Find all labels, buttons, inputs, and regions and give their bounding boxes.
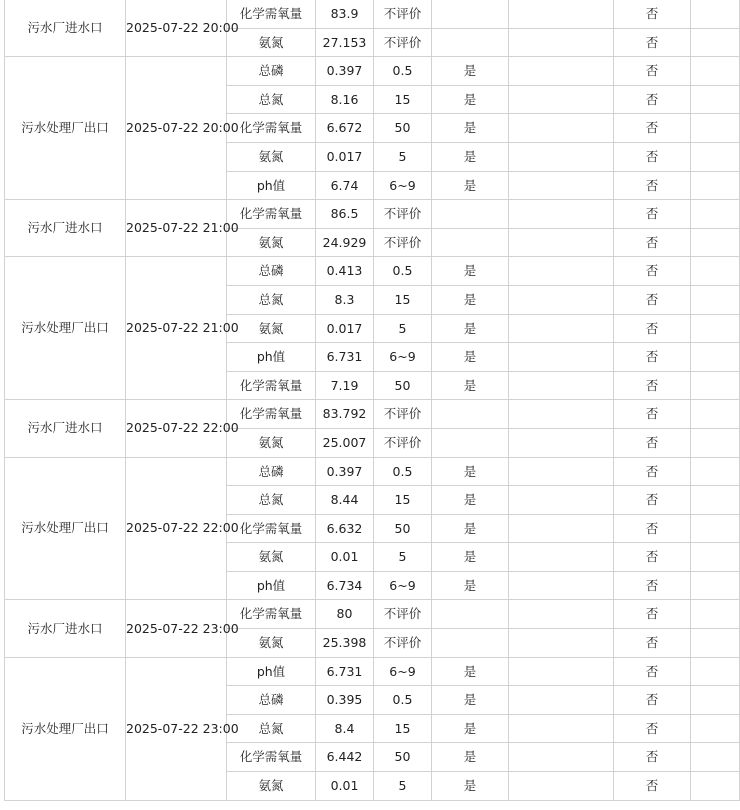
exceed-cell: 否 <box>614 85 691 114</box>
value-cell: 6.731 <box>316 343 374 372</box>
empty-cell <box>691 571 740 600</box>
time-cell: 2025-07-22 20:00 <box>126 57 227 200</box>
limit-cell: 6~9 <box>374 657 432 686</box>
empty-cell <box>691 228 740 257</box>
value-cell: 0.01 <box>316 772 374 801</box>
limit-cell: 不评价 <box>374 600 432 629</box>
item-cell: ph值 <box>227 171 316 200</box>
item-cell: 氨氮 <box>227 772 316 801</box>
item-cell: 化学需氧量 <box>227 200 316 229</box>
value-cell: 80 <box>316 600 374 629</box>
limit-cell: 0.5 <box>374 457 432 486</box>
empty-cell <box>509 686 614 715</box>
exceed-cell: 否 <box>614 514 691 543</box>
empty-cell <box>509 657 614 686</box>
table-row <box>5 200 740 229</box>
item-cell: 总磷 <box>227 57 316 86</box>
limit-cell: 0.5 <box>374 257 432 286</box>
compliant-cell <box>432 200 509 229</box>
limit-cell: 不评价 <box>374 400 432 429</box>
compliant-cell: 是 <box>432 171 509 200</box>
empty-cell <box>691 28 740 57</box>
compliant-cell: 是 <box>432 514 509 543</box>
empty-cell <box>509 114 614 143</box>
item-cell: 氨氮 <box>227 314 316 343</box>
exceed-cell: 否 <box>614 0 691 28</box>
location-cell: 污水厂进水口 <box>5 400 126 457</box>
table-row <box>5 657 740 686</box>
empty-cell <box>509 57 614 86</box>
exceed-cell: 否 <box>614 314 691 343</box>
limit-cell: 50 <box>374 371 432 400</box>
compliant-cell: 是 <box>432 686 509 715</box>
empty-cell <box>509 28 614 57</box>
compliant-cell: 是 <box>432 257 509 286</box>
limit-cell: 15 <box>374 486 432 515</box>
item-cell: 总氮 <box>227 85 316 114</box>
empty-cell <box>691 114 740 143</box>
compliant-cell: 是 <box>432 285 509 314</box>
empty-cell <box>691 714 740 743</box>
value-cell: 8.44 <box>316 486 374 515</box>
compliant-cell: 是 <box>432 714 509 743</box>
exceed-cell: 否 <box>614 714 691 743</box>
compliant-cell: 是 <box>432 486 509 515</box>
table-body <box>5 0 740 800</box>
monitoring-table-container <box>4 0 739 801</box>
item-cell: 化学需氧量 <box>227 371 316 400</box>
value-cell: 25.007 <box>316 428 374 457</box>
item-cell: ph值 <box>227 343 316 372</box>
item-cell: 总磷 <box>227 686 316 715</box>
table-row <box>5 57 740 86</box>
compliant-cell: 是 <box>432 657 509 686</box>
empty-cell <box>691 0 740 28</box>
exceed-cell: 否 <box>614 28 691 57</box>
value-cell: 25.398 <box>316 629 374 658</box>
empty-cell <box>691 772 740 801</box>
limit-cell: 不评价 <box>374 228 432 257</box>
time-cell: 2025-07-22 21:00 <box>126 200 227 257</box>
compliant-cell: 是 <box>432 457 509 486</box>
item-cell: 氨氮 <box>227 142 316 171</box>
time-cell: 2025-07-22 23:00 <box>126 657 227 800</box>
item-cell: 化学需氧量 <box>227 0 316 28</box>
empty-cell <box>509 371 614 400</box>
item-cell: 氨氮 <box>227 228 316 257</box>
limit-cell: 5 <box>374 772 432 801</box>
empty-cell <box>509 142 614 171</box>
compliant-cell: 是 <box>432 114 509 143</box>
limit-cell: 5 <box>374 314 432 343</box>
limit-cell: 不评价 <box>374 428 432 457</box>
empty-cell <box>691 314 740 343</box>
value-cell: 6.672 <box>316 114 374 143</box>
time-cell: 2025-07-22 22:00 <box>126 457 227 600</box>
limit-cell: 5 <box>374 543 432 572</box>
exceed-cell: 否 <box>614 772 691 801</box>
empty-cell <box>691 514 740 543</box>
empty-cell <box>691 400 740 429</box>
limit-cell: 5 <box>374 142 432 171</box>
empty-cell <box>691 629 740 658</box>
empty-cell <box>509 514 614 543</box>
item-cell: 化学需氧量 <box>227 114 316 143</box>
value-cell: 83.9 <box>316 0 374 28</box>
empty-cell <box>691 457 740 486</box>
value-cell: 8.16 <box>316 85 374 114</box>
item-cell: 总磷 <box>227 257 316 286</box>
compliant-cell <box>432 629 509 658</box>
compliant-cell: 是 <box>432 371 509 400</box>
compliant-cell: 是 <box>432 142 509 171</box>
item-cell: 总氮 <box>227 285 316 314</box>
empty-cell <box>509 257 614 286</box>
empty-cell <box>509 428 614 457</box>
exceed-cell: 否 <box>614 486 691 515</box>
value-cell: 27.153 <box>316 28 374 57</box>
location-cell: 污水处理厂出口 <box>5 457 126 600</box>
value-cell: 0.017 <box>316 314 374 343</box>
exceed-cell: 否 <box>614 600 691 629</box>
value-cell: 0.397 <box>316 57 374 86</box>
value-cell: 6.731 <box>316 657 374 686</box>
limit-cell: 50 <box>374 114 432 143</box>
compliant-cell <box>432 600 509 629</box>
limit-cell: 15 <box>374 285 432 314</box>
value-cell: 0.017 <box>316 142 374 171</box>
exceed-cell: 否 <box>614 371 691 400</box>
empty-cell <box>691 57 740 86</box>
compliant-cell: 是 <box>432 571 509 600</box>
table-row <box>5 0 740 28</box>
limit-cell: 15 <box>374 85 432 114</box>
empty-cell <box>509 772 614 801</box>
compliant-cell: 是 <box>432 543 509 572</box>
empty-cell <box>691 200 740 229</box>
table-row <box>5 457 740 486</box>
exceed-cell: 否 <box>614 543 691 572</box>
location-cell: 污水厂进水口 <box>5 0 126 57</box>
compliant-cell <box>432 428 509 457</box>
empty-cell <box>509 543 614 572</box>
table-row <box>5 400 740 429</box>
item-cell: 氨氮 <box>227 543 316 572</box>
compliant-cell: 是 <box>432 85 509 114</box>
value-cell: 8.4 <box>316 714 374 743</box>
compliant-cell: 是 <box>432 57 509 86</box>
item-cell: 化学需氧量 <box>227 743 316 772</box>
item-cell: 氨氮 <box>227 428 316 457</box>
value-cell: 6.734 <box>316 571 374 600</box>
value-cell: 0.01 <box>316 543 374 572</box>
empty-cell <box>509 457 614 486</box>
empty-cell <box>691 743 740 772</box>
empty-cell <box>509 714 614 743</box>
empty-cell <box>691 371 740 400</box>
value-cell: 6.442 <box>316 743 374 772</box>
value-cell: 6.632 <box>316 514 374 543</box>
empty-cell <box>691 428 740 457</box>
limit-cell: 不评价 <box>374 629 432 658</box>
empty-cell <box>691 85 740 114</box>
item-cell: ph值 <box>227 657 316 686</box>
exceed-cell: 否 <box>614 686 691 715</box>
table-row <box>5 257 740 286</box>
limit-cell: 15 <box>374 714 432 743</box>
item-cell: 化学需氧量 <box>227 514 316 543</box>
compliant-cell <box>432 0 509 28</box>
item-cell: 化学需氧量 <box>227 600 316 629</box>
time-cell: 2025-07-22 20:00 <box>126 0 227 57</box>
location-cell: 污水厂进水口 <box>5 600 126 657</box>
empty-cell <box>509 0 614 28</box>
limit-cell: 6~9 <box>374 171 432 200</box>
value-cell: 7.19 <box>316 371 374 400</box>
limit-cell: 不评价 <box>374 0 432 28</box>
compliant-cell: 是 <box>432 772 509 801</box>
value-cell: 83.792 <box>316 400 374 429</box>
exceed-cell: 否 <box>614 400 691 429</box>
limit-cell: 不评价 <box>374 28 432 57</box>
empty-cell <box>509 314 614 343</box>
limit-cell: 6~9 <box>374 571 432 600</box>
exceed-cell: 否 <box>614 428 691 457</box>
location-cell: 污水厂进水口 <box>5 200 126 257</box>
exceed-cell: 否 <box>614 457 691 486</box>
empty-cell <box>691 285 740 314</box>
value-cell: 8.3 <box>316 285 374 314</box>
empty-cell <box>691 686 740 715</box>
value-cell: 0.397 <box>316 457 374 486</box>
exceed-cell: 否 <box>614 343 691 372</box>
exceed-cell: 否 <box>614 142 691 171</box>
empty-cell <box>509 486 614 515</box>
item-cell: 氨氮 <box>227 629 316 658</box>
location-cell: 污水处理厂出口 <box>5 257 126 400</box>
empty-cell <box>691 486 740 515</box>
empty-cell <box>509 600 614 629</box>
empty-cell <box>691 343 740 372</box>
item-cell: 氨氮 <box>227 28 316 57</box>
value-cell: 0.413 <box>316 257 374 286</box>
empty-cell <box>691 142 740 171</box>
empty-cell <box>691 171 740 200</box>
item-cell: 化学需氧量 <box>227 400 316 429</box>
time-cell: 2025-07-22 22:00 <box>126 400 227 457</box>
monitoring-data-table <box>4 0 740 801</box>
limit-cell: 0.5 <box>374 686 432 715</box>
empty-cell <box>691 543 740 572</box>
limit-cell: 50 <box>374 743 432 772</box>
value-cell: 0.395 <box>316 686 374 715</box>
limit-cell: 50 <box>374 514 432 543</box>
location-cell: 污水处理厂出口 <box>5 57 126 200</box>
empty-cell <box>509 228 614 257</box>
exceed-cell: 否 <box>614 57 691 86</box>
value-cell: 86.5 <box>316 200 374 229</box>
exceed-cell: 否 <box>614 743 691 772</box>
empty-cell <box>509 400 614 429</box>
limit-cell: 6~9 <box>374 343 432 372</box>
compliant-cell <box>432 400 509 429</box>
value-cell: 6.74 <box>316 171 374 200</box>
value-cell: 24.929 <box>316 228 374 257</box>
exceed-cell: 否 <box>614 228 691 257</box>
exceed-cell: 否 <box>614 200 691 229</box>
item-cell: 总氮 <box>227 714 316 743</box>
exceed-cell: 否 <box>614 257 691 286</box>
item-cell: 总磷 <box>227 457 316 486</box>
empty-cell <box>691 657 740 686</box>
empty-cell <box>509 629 614 658</box>
exceed-cell: 否 <box>614 657 691 686</box>
empty-cell <box>509 200 614 229</box>
empty-cell <box>509 743 614 772</box>
table-row <box>5 600 740 629</box>
exceed-cell: 否 <box>614 171 691 200</box>
compliant-cell: 是 <box>432 743 509 772</box>
exceed-cell: 否 <box>614 571 691 600</box>
limit-cell: 不评价 <box>374 200 432 229</box>
empty-cell <box>691 600 740 629</box>
compliant-cell <box>432 228 509 257</box>
empty-cell <box>509 285 614 314</box>
empty-cell <box>509 85 614 114</box>
empty-cell <box>691 257 740 286</box>
limit-cell: 0.5 <box>374 57 432 86</box>
exceed-cell: 否 <box>614 285 691 314</box>
empty-cell <box>509 171 614 200</box>
time-cell: 2025-07-22 23:00 <box>126 600 227 657</box>
compliant-cell: 是 <box>432 314 509 343</box>
time-cell: 2025-07-22 21:00 <box>126 257 227 400</box>
exceed-cell: 否 <box>614 114 691 143</box>
item-cell: ph值 <box>227 571 316 600</box>
location-cell: 污水处理厂出口 <box>5 657 126 800</box>
empty-cell <box>509 571 614 600</box>
exceed-cell: 否 <box>614 629 691 658</box>
item-cell: 总氮 <box>227 486 316 515</box>
compliant-cell: 是 <box>432 343 509 372</box>
compliant-cell <box>432 28 509 57</box>
empty-cell <box>509 343 614 372</box>
